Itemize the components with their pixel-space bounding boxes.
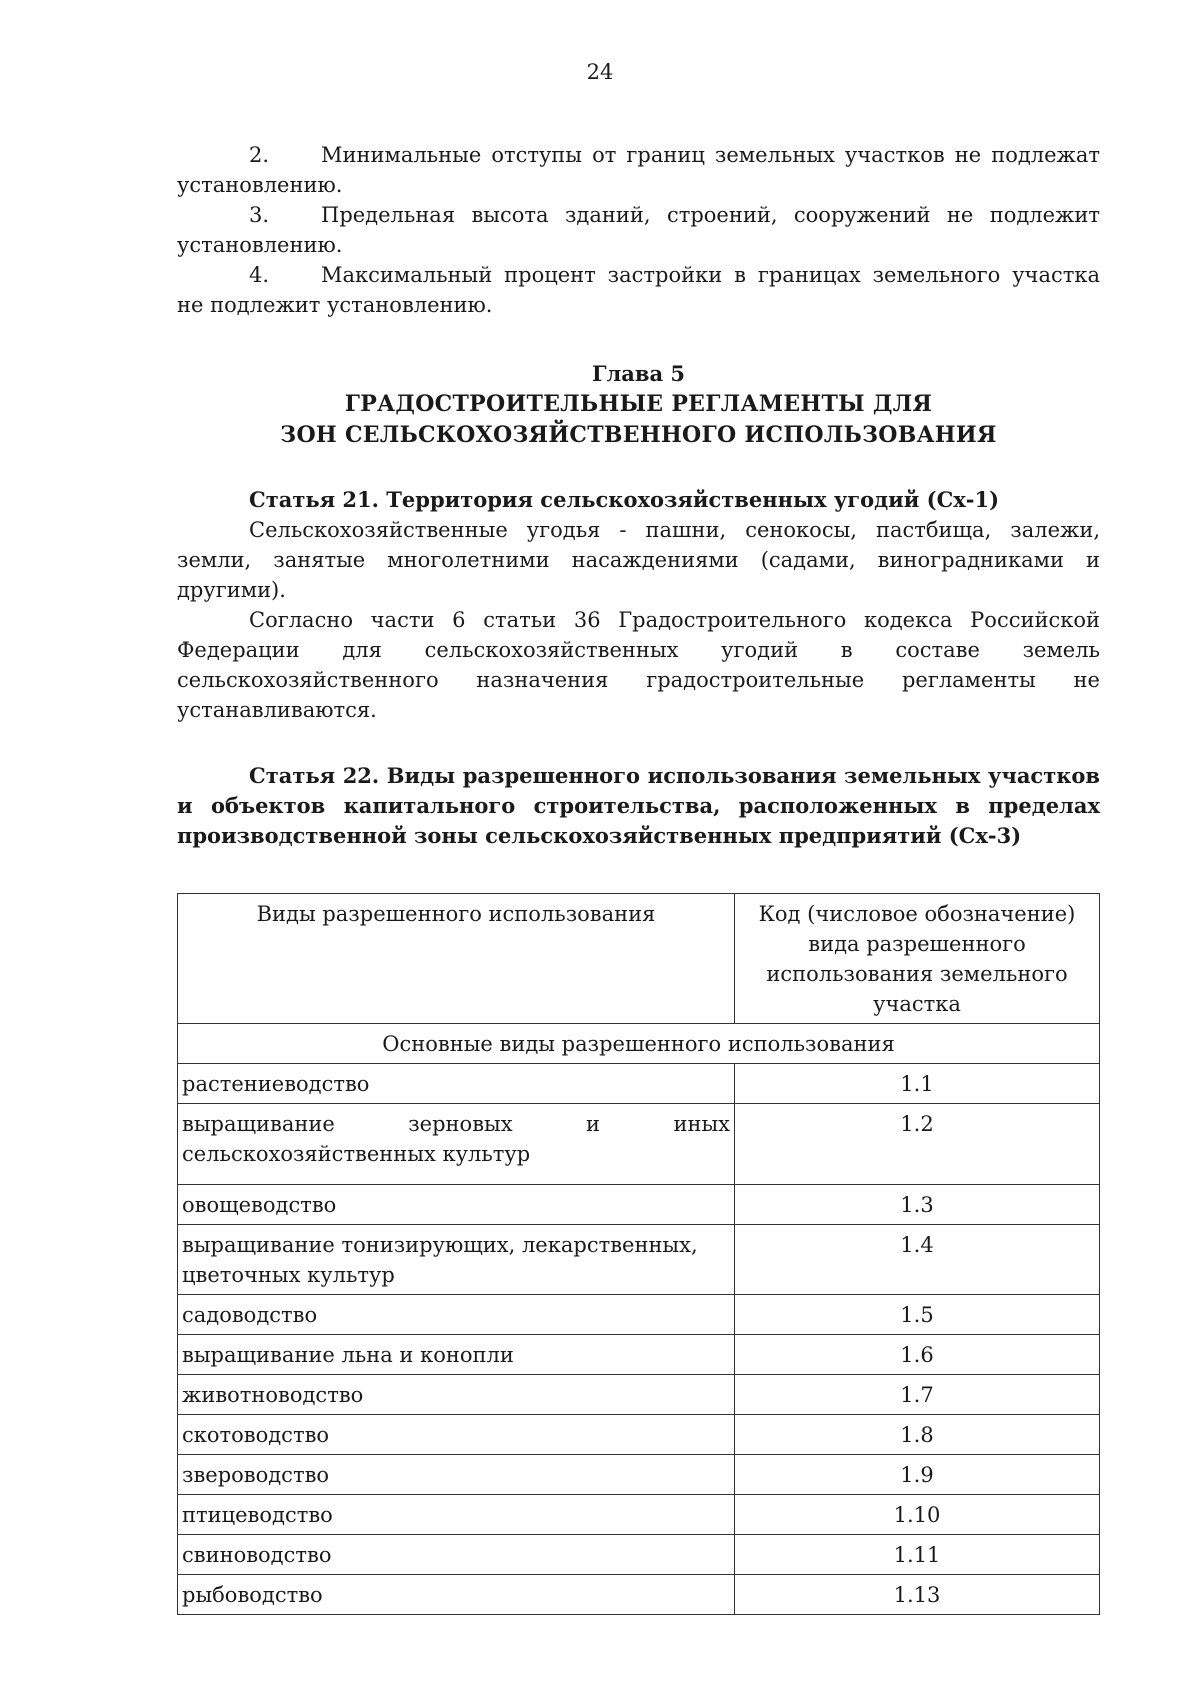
intro-item-number: 2. — [249, 143, 270, 167]
intro-item-text: Минимальные отступы от границ земельных участков не подлежат установлению. — [177, 143, 1100, 197]
table-cell-use: выращивание льна и конопли — [178, 1335, 735, 1375]
table-section-row — [178, 1024, 1100, 1064]
page-number: 24 — [586, 60, 614, 84]
chapter-title-line2: ЗОН СЕЛЬСКОХОЗЯЙСТВЕННОГО ИСПОЛЬЗОВАНИЯ — [280, 422, 997, 448]
table-row — [178, 1064, 1100, 1104]
table-cell-code: 1.7 — [735, 1375, 1100, 1415]
table-cell-code: 1.4 — [735, 1225, 1100, 1295]
table-cell-use: садоводство — [178, 1295, 735, 1335]
table-cell-use: выращивание тонизирующих, лекарственных, цветочных культур — [178, 1225, 735, 1295]
table-row — [178, 1535, 1100, 1575]
intro-item-number: 3. — [249, 203, 270, 227]
table-cell-code: 1.2 — [735, 1104, 1100, 1185]
table-header-row — [178, 894, 1100, 1024]
table-cell-code: 1.8 — [735, 1415, 1100, 1455]
table-cell-use: птицеводство — [178, 1495, 735, 1535]
chapter-label: Глава 5 — [591, 361, 686, 386]
table-cell-use: скотоводство — [178, 1415, 735, 1455]
article-21-title: Статья 21. Территория сельскохозяйственных угодий (Сх-1) — [249, 487, 1000, 512]
article-21-paragraph-2: Согласно части 6 статьи 36 Градостроительного кодекса Российской Федерации для сельскохозяйственных угодий в составе земель сельскохозяйственного назначения градостроительные регламенты не устанавливаются. — [177, 608, 1100, 722]
article-21-paragraph-1: Сельскохозяйственные угодья - пашни, сенокосы, пастбища, залежи, земли, занятые многолетними насаждениями (садами, виноградниками и другими). — [177, 518, 1100, 602]
table-cell-use: овощеводство — [178, 1185, 735, 1225]
table-row — [178, 1225, 1100, 1295]
table-row — [178, 1185, 1100, 1225]
table-cell-code: 1.5 — [735, 1295, 1100, 1335]
table-cell-use: свиноводство — [178, 1535, 735, 1575]
table-cell-use: выращивание зерновых и иных сельскохозяйственных культур — [178, 1104, 735, 1185]
table-cell-use: животноводство — [178, 1375, 735, 1415]
table-cell-use: звероводство — [178, 1455, 735, 1495]
table-cell-use: рыбоводство — [178, 1575, 735, 1615]
intro-item — [177, 200, 1100, 260]
chapter-title-line1: ГРАДОСТРОИТЕЛЬНЫЕ РЕГЛАМЕНТЫ ДЛЯ — [344, 391, 933, 417]
intro-item — [177, 140, 1100, 200]
table-cell-code: 1.10 — [735, 1495, 1100, 1535]
table-cell-code: 1.1 — [735, 1064, 1100, 1104]
table-header-use: Виды разрешенного использования — [178, 894, 735, 1024]
table-row — [178, 1335, 1100, 1375]
table-header-code: Код (числовое обозначение) вида разрешенного использования земельного участка — [735, 894, 1100, 1024]
table-section-label: Основные виды разрешенного использования — [178, 1024, 1100, 1064]
article-22-title: Статья 22. Виды разрешенного использования земельных участков и объектов капитального строительства, расположенных в пределах производственной зоны сельскохозяйственных предприятий (Сх-3) — [177, 763, 1100, 848]
table-cell-code: 1.9 — [735, 1455, 1100, 1495]
table-row — [178, 1455, 1100, 1495]
intro-item-text: Предельная высота зданий, строений, сооружений не подлежит установлению. — [177, 203, 1100, 257]
intro-item-text: Максимальный процент застройки в границах земельного участка не подлежит установлению. — [177, 263, 1100, 317]
chapter-heading — [177, 358, 1100, 451]
table-cell-code: 1.13 — [735, 1575, 1100, 1615]
permitted-uses-table — [177, 893, 1100, 1615]
table-row — [178, 1575, 1100, 1615]
table-row — [178, 1415, 1100, 1455]
table-cell-use: растениеводство — [178, 1064, 735, 1104]
document-body — [177, 140, 1100, 1615]
intro-item-number: 4. — [249, 263, 270, 287]
intro-item — [177, 260, 1100, 320]
table-cell-code: 1.6 — [735, 1335, 1100, 1375]
table-row — [178, 1375, 1100, 1415]
table-cell-code: 1.3 — [735, 1185, 1100, 1225]
table-row — [178, 1104, 1100, 1185]
table-row — [178, 1295, 1100, 1335]
table-row — [178, 1495, 1100, 1535]
table-cell-code: 1.11 — [735, 1535, 1100, 1575]
